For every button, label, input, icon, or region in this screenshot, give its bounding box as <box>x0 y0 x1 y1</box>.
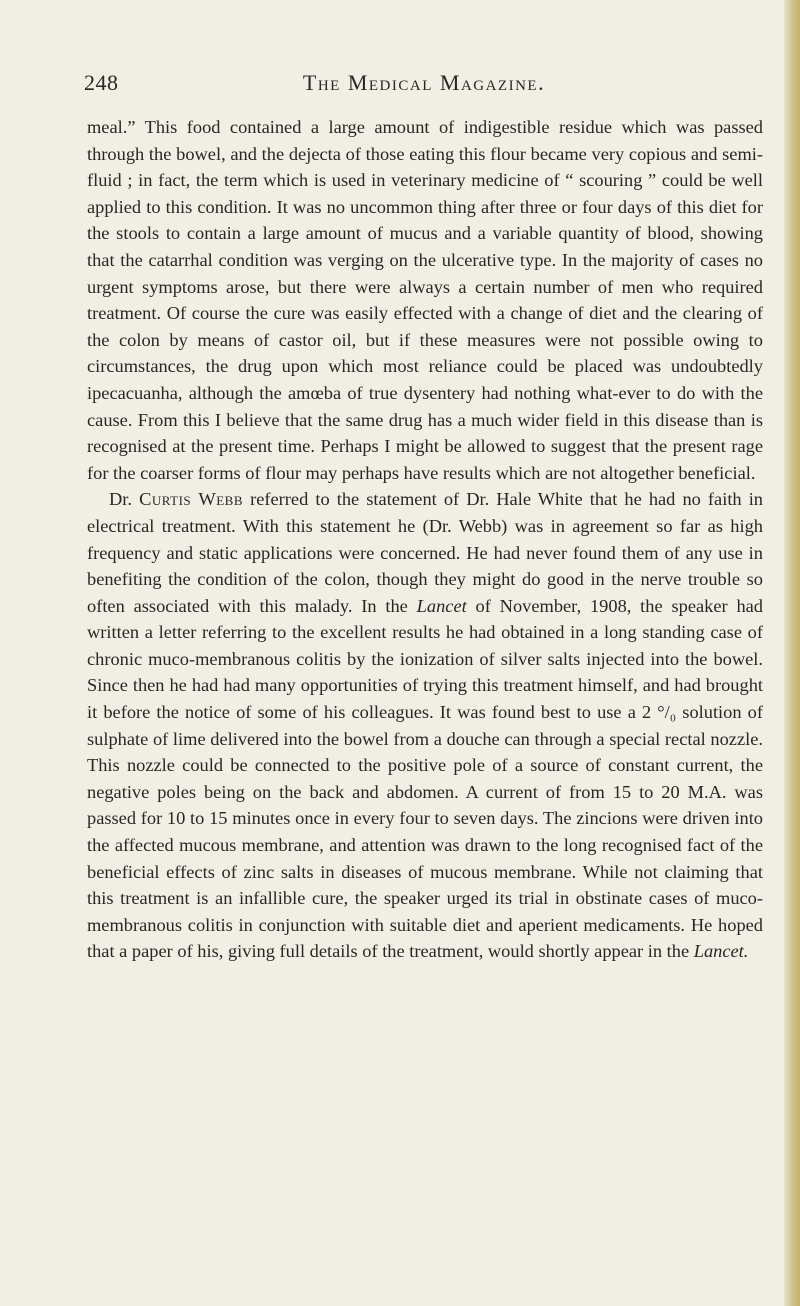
text-segment: referred to the statement of Dr. Hale White that he had no faith in electrical treatment. With this statement he (Dr. Webb) was in agreement so far as high frequency and static applications were concerned. He had never found them of any use in benefiting the condition of the colon, though they might do good in the nerve trouble so often associated with this malady. In the <box>87 489 764 616</box>
paragraph <box>87 486 763 965</box>
running-title: The Medical Magazine. <box>302 70 546 95</box>
text-segment: meal.” This food contained a large amount of indigestible residue which was passed through the bowel, and the dejecta of those eating this flour became very copious and semi-fluid ; in fact, the term which is used in veterinary medicine of “ scouring ” could be well applied to this condition. It was no uncommon thing after three or four days of this diet for the stools to contain a large amount of mucus and a variable quantity of blood, showing that the catarrhal condition was verging on the ulcerative type. In the majority of cases no urgent symptoms arose, but there were always a certain number of men who required treatment. Of course the cure was easily effected with a change of diet and the clearing of the colon by means of castor oil, but if these measures were not possible owing to circumstances, the drug upon which most reliance could be placed was undoubtedly ipecacuanha, although the amœba of true dysentery had nothing what-ever to do with the cause. From this I believe that the same drug has a much wider field in this disease than is recognised at the present time. Perhaps I might be allowed to suggest that the present rage for the coarser forms of flour may perhaps have results which are not altogether beneficial. <box>87 117 763 483</box>
text-segment: of November, 1908, the speaker had written a letter referring to the excellent results he had obtained in a long standing case of chronic muco-membranous colitis by the ionization of silver salts injected into the bowel. Since then he had had many opportunities of trying this treatment himself, and had brought it before the notice of some of his colleagues. It was found best to use a 2 °/₀ solution of sulphate of lime delivered into the bowel from a douche can through a special rectal nozzle. This nozzle could be connected to the positive pole of a source of constant current, the negative poles being on the back and abdomen. A current of from 15 to 20 M.A. was passed for 10 to 15 minutes once in every four to seven days. The zincions were driven into the affected mucous membrane, and attention was drawn to the long recognised fact of the beneficial effects of zinc salts in diseases of mucous membrane. While not claiming that this treatment is an infallible cure, the speaker urged its trial in obstinate cases of muco-membranous colitis in conjunction with suitable diet and aperient medicaments. He hoped that a paper of his, giving full details of the treatment, would shortly appear in the <box>87 595 763 962</box>
page-header <box>84 70 764 104</box>
page-number: 248 <box>84 70 119 95</box>
journal-title: Lancet <box>416 595 467 616</box>
text-segment: Dr. <box>109 489 140 510</box>
body-text <box>87 114 763 965</box>
speaker-name: Curtis Webb <box>139 489 244 510</box>
page-edge <box>784 0 800 1306</box>
journal-title: Lancet. <box>693 941 749 962</box>
paragraph <box>87 114 763 486</box>
